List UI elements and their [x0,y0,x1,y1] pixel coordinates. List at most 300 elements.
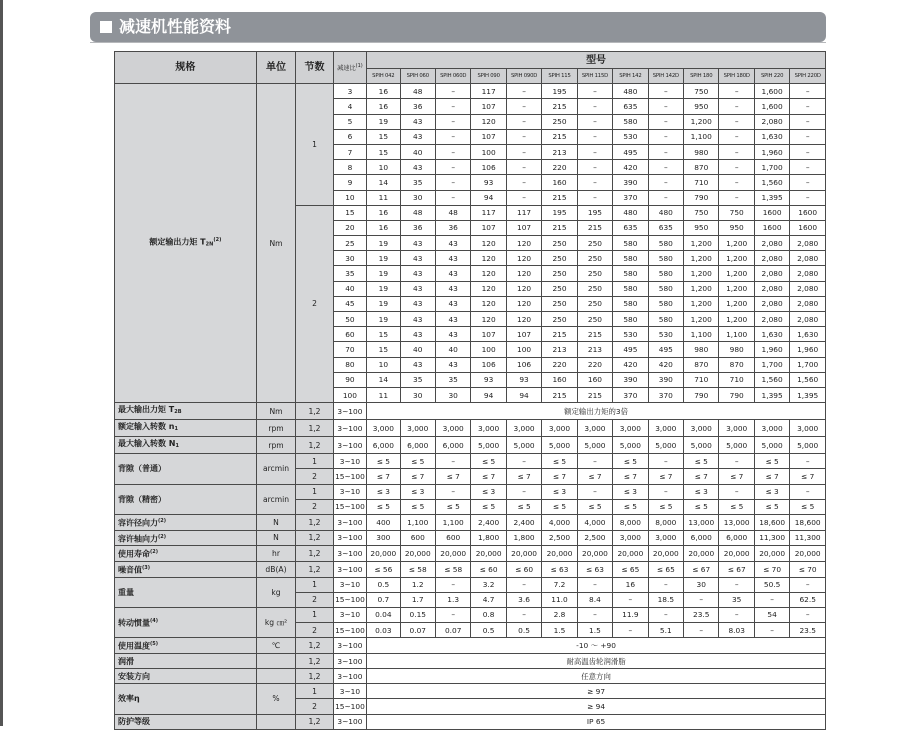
torque-value-cell: 19 [367,312,400,327]
torque-value-cell: 1,200 [684,236,719,251]
torque-value-cell: – [648,129,683,144]
axial-force-value-cell: 2,500 [577,530,612,546]
torque-value-cell: 15 [367,129,400,144]
efficiency-merged-value: ≥ 94 [367,699,826,714]
backlash-prec-value-cell: ≤ 3 [400,484,435,499]
torque-value-cell: 36 [435,220,470,235]
rated-speed-stage: 1,2 [296,420,333,437]
header-unit: 单位 [256,52,295,84]
service-life-value-cell: 20,000 [577,546,612,562]
efficiency-row [115,684,826,699]
backlash-prec-row [115,484,826,499]
backlash-std-value-cell: – [506,454,541,469]
torque-value-cell: 213 [542,144,577,159]
torque-value-cell: 480 [613,84,648,99]
service-life-label-note: (2) [150,549,159,556]
torque-value-cell: – [648,99,683,114]
torque-value-cell: 420 [648,357,683,372]
weight-value-cell: 50.5 [754,577,789,592]
backlash-std-ratio: 15~100 [333,469,366,484]
torque-value-cell: 19 [367,266,400,281]
torque-value-cell: 2,080 [790,312,826,327]
inertia-stage: 1 [296,607,333,622]
header-ratio-note: (1) [355,63,363,70]
ratio-cell: 20 [333,220,366,235]
torque-value-cell: 43 [400,114,435,129]
weight-value-cell: 1.2 [400,577,435,592]
torque-value-cell: 580 [613,281,648,296]
torque-value-cell: 120 [471,236,506,251]
torque-value-cell: 40 [400,342,435,357]
torque-value-cell: – [719,144,754,159]
max-speed-label-text: 最大输入转数 N [118,439,176,449]
torque-value-cell: 43 [435,251,470,266]
torque-value-cell: 43 [400,160,435,175]
max-speed-value-cell: 5,000 [684,437,719,454]
weight-value-cell: – [719,577,754,592]
torque-value-cell: 215 [577,387,612,402]
backlash-std-value-cell: ≤ 7 [400,469,435,484]
ratio-cell: 50 [333,312,366,327]
max-speed-value-cell: 5,000 [648,437,683,454]
max-speed-value-cell: 5,000 [790,437,826,454]
torque-value-cell: 11 [367,387,400,402]
axial-force-unit: N [256,530,295,546]
torque-value-cell: 420 [613,357,648,372]
torque-value-cell: 215 [577,220,612,235]
torque-value-cell: – [506,144,541,159]
lubrication-merged-value: 耐高温齿轮润滑脂 [367,653,826,668]
backlash-std-value-cell: ≤ 7 [648,469,683,484]
radial-force-stage: 1,2 [296,514,333,530]
weight-ratio: 15~100 [333,592,366,607]
radial-force-value-cell: 8,000 [613,514,648,530]
torque-value-cell: 580 [613,296,648,311]
backlash-prec-value-cell: ≤ 5 [400,499,435,514]
torque-value-cell: – [506,129,541,144]
torque-value-cell: 1,200 [719,296,754,311]
torque-value-cell: 1,630 [754,327,789,342]
radial-force-label-note: (2) [158,517,167,524]
rated-speed-value-cell: 3,000 [506,420,541,437]
max-torque-row [115,403,826,420]
service-life-value-cell: 20,000 [684,546,719,562]
torque-value-cell: – [506,160,541,175]
torque-value-cell: 1,630 [754,129,789,144]
backlash-prec-value-cell: ≤ 3 [542,484,577,499]
max-torque-label-sub: 2B [174,409,182,416]
service-life-label [115,546,257,562]
max-speed-unit: rpm [256,437,295,454]
ratio-cell: 4 [333,99,366,114]
backlash-prec-value-cell: ≤ 5 [577,499,612,514]
torque-value-cell: 980 [684,342,719,357]
rated-speed-value-cell: 3,000 [684,420,719,437]
torque-value-cell: 580 [613,114,648,129]
torque-value-cell: 2,080 [754,296,789,311]
torque-value-cell: 480 [613,205,648,220]
weight-value-cell: – [790,577,826,592]
torque-value-cell: 43 [400,266,435,281]
torque-value-cell: – [577,160,612,175]
torque-value-cell: 48 [400,205,435,220]
noise-stage: 1,2 [296,561,333,577]
inertia-value-cell: 0.07 [435,623,470,638]
torque-value-cell: 43 [435,296,470,311]
torque-value-cell: 120 [471,296,506,311]
noise-ratio: 3~100 [333,561,366,577]
torque-value-cell: 870 [684,357,719,372]
noise-value-cell: ≤ 70 [754,561,789,577]
torque-value-cell: – [435,190,470,205]
service-life-value-cell: 20,000 [790,546,826,562]
torque-value-cell: 580 [648,281,683,296]
torque-value-cell: 213 [577,342,612,357]
torque-value-cell: 215 [542,327,577,342]
radial-force-value-cell: 1,100 [400,514,435,530]
rated-speed-value-cell: 3,000 [790,420,826,437]
temperature-unit: ℃ [256,638,295,654]
torque-value-cell: 19 [367,296,400,311]
torque-value-cell: 580 [613,312,648,327]
backlash-std-value-cell: – [719,454,754,469]
axial-force-value-cell: 600 [435,530,470,546]
protection-row [115,714,826,729]
axial-force-stage: 1,2 [296,530,333,546]
inertia-value-cell: 54 [754,607,789,622]
torque-value-cell: 1,600 [754,84,789,99]
protection-merged-value: IP 65 [367,714,826,729]
torque-unit: Nm [256,84,295,403]
torque-value-cell: 1,200 [684,114,719,129]
torque-value-cell: 117 [471,205,506,220]
torque-value-cell: 40 [400,144,435,159]
max-speed-stage: 1,2 [296,437,333,454]
torque-value-cell: 710 [719,372,754,387]
axial-force-value-cell: 300 [367,530,400,546]
model-header-cell: SPIH 060 [400,69,435,84]
inertia-value-cell: 0.8 [471,607,506,622]
backlash-prec-value-cell: ≤ 3 [684,484,719,499]
axial-force-label [115,530,257,546]
inertia-value-cell: 5.1 [648,623,683,638]
torque-value-cell: 43 [400,251,435,266]
rated-speed-value-cell: 3,000 [754,420,789,437]
service-life-value-cell: 20,000 [435,546,470,562]
inertia-value-cell: – [506,607,541,622]
torque-value-cell: 195 [542,84,577,99]
noise-value-cell: ≤ 58 [400,561,435,577]
ratio-cell: 100 [333,387,366,402]
backlash-prec-label-text: 背隙（精密） [118,494,166,504]
noise-value-cell: ≤ 60 [471,561,506,577]
page-left-rule [0,0,3,726]
backlash-prec-value-cell: ≤ 5 [542,499,577,514]
inertia-value-cell: 0.5 [471,623,506,638]
lubrication-ratio: 3~100 [333,653,366,668]
backlash-std-stage: 2 [296,469,333,484]
inertia-value-cell: 0.5 [506,623,541,638]
torque-value-cell: 495 [613,342,648,357]
rated-speed-label-sub: 1 [174,426,178,433]
service-life-row [115,546,826,562]
radial-force-unit: N [256,514,295,530]
lubrication-stage: 1,2 [296,653,333,668]
torque-value-cell: 1,200 [719,281,754,296]
weight-value-cell: 0.7 [367,592,400,607]
torque-value-cell: 16 [367,84,400,99]
noise-label [115,561,257,577]
torque-value-cell: 980 [684,144,719,159]
noise-value-cell: ≤ 63 [542,561,577,577]
radial-force-ratio: 3~100 [333,514,366,530]
torque-value-cell: 195 [577,205,612,220]
torque-value-cell: 1,560 [754,372,789,387]
torque-value-cell: 370 [613,387,648,402]
torque-value-cell: 220 [542,357,577,372]
inertia-label [115,607,257,637]
radial-force-value-cell: 400 [367,514,400,530]
radial-force-label [115,514,257,530]
torque-value-cell: 220 [542,160,577,175]
torque-value-cell: 106 [471,160,506,175]
ratio-cell: 40 [333,281,366,296]
inertia-value-cell: 0.04 [367,607,400,622]
noise-value-cell: ≤ 60 [506,561,541,577]
protection-unit [256,714,295,729]
section-title-bar [90,12,826,42]
torque-value-cell: – [506,114,541,129]
max-speed-value-cell: 5,000 [506,437,541,454]
max-speed-value-cell: 5,000 [471,437,506,454]
torque-value-cell: – [790,114,826,129]
inertia-ratio: 3~10 [333,607,366,622]
max-speed-value-cell: 5,000 [613,437,648,454]
torque-value-cell: 390 [613,372,648,387]
backlash-prec-unit: arcmin [256,484,295,514]
weight-value-cell: – [684,592,719,607]
rated-speed-label [115,420,257,437]
torque-value-cell: 530 [613,327,648,342]
backlash-std-value-cell: ≤ 7 [719,469,754,484]
radial-force-value-cell: 1,100 [435,514,470,530]
backlash-prec-value-cell: ≤ 5 [506,499,541,514]
ratio-cell: 6 [333,129,366,144]
axial-force-value-cell: 3,000 [613,530,648,546]
torque-value-cell: 120 [506,296,541,311]
axial-force-value-cell: 3,000 [648,530,683,546]
torque-value-cell: 250 [542,114,577,129]
torque-value-cell: 215 [542,190,577,205]
torque-value-cell: 1,395 [790,387,826,402]
rated-speed-value-cell: 3,000 [719,420,754,437]
torque-value-cell: – [435,175,470,190]
torque-value-cell: 1,200 [719,312,754,327]
mounting-label [115,669,257,684]
torque-value-cell: 100 [471,144,506,159]
weight-value-cell: 16 [613,577,648,592]
torque-value-cell: 43 [400,296,435,311]
radial-force-value-cell: 8,000 [648,514,683,530]
lubrication-label-text: 润滑 [118,656,134,666]
torque-value-cell: 93 [506,372,541,387]
torque-value-cell: 16 [367,220,400,235]
torque-value-cell: 120 [471,281,506,296]
inertia-label-note: (4) [150,618,159,625]
torque-value-cell: – [577,129,612,144]
axial-force-value-cell: 11,300 [790,530,826,546]
torque-value-cell: 370 [613,190,648,205]
weight-stage: 1 [296,577,333,592]
torque-value-cell: 790 [684,387,719,402]
rated-speed-value-cell: 3,000 [435,420,470,437]
mounting-stage: 1,2 [296,669,333,684]
backlash-prec-value-cell: – [648,484,683,499]
max-speed-label-sub: 1 [175,443,179,450]
torque-value-cell: 30 [435,387,470,402]
torque-value-cell: 30 [400,190,435,205]
torque-value-cell: 1,960 [754,342,789,357]
service-life-label-text: 使用寿命 [118,549,150,559]
torque-value-cell: 580 [648,251,683,266]
max-speed-value-cell: 6,000 [367,437,400,454]
backlash-prec-value-cell: – [435,484,470,499]
inertia-value-cell: – [577,607,612,622]
radial-force-value-cell: 18,600 [790,514,826,530]
torque-value-cell: 215 [542,387,577,402]
max-speed-ratio: 3~100 [333,437,366,454]
radial-force-value-cell: 18,600 [754,514,789,530]
model-header-cell: SPIH 090 [471,69,506,84]
ratio-cell: 5 [333,114,366,129]
backlash-std-value-cell: ≤ 5 [754,454,789,469]
torque-value-cell: 48 [435,205,470,220]
backlash-prec-value-cell: ≤ 5 [754,499,789,514]
weight-value-cell: 3.6 [506,592,541,607]
torque-value-cell: 580 [613,236,648,251]
header-stage: 节数 [296,52,333,84]
backlash-std-value-cell: ≤ 7 [577,469,612,484]
torque-value-cell: 530 [613,129,648,144]
torque-label-text: 额定输出力矩 T [149,237,206,247]
torque-value-cell: 160 [542,372,577,387]
torque-value-cell: 1,200 [684,251,719,266]
ratio-cell: 35 [333,266,366,281]
torque-value-cell: 14 [367,175,400,190]
torque-value-cell: 250 [542,296,577,311]
torque-value-cell: 980 [719,342,754,357]
axial-force-value-cell: 1,800 [506,530,541,546]
max-torque-stage: 1,2 [296,403,333,420]
torque-value-cell: 250 [577,296,612,311]
service-life-value-cell: 20,000 [648,546,683,562]
efficiency-merged-value: ≥ 97 [367,684,826,699]
max-torque-merged-value: 额定输出力矩的3倍 [367,403,826,420]
inertia-value-cell: – [435,607,470,622]
backlash-std-value-cell: – [577,454,612,469]
backlash-prec-ratio: 3~10 [333,484,366,499]
torque-value-cell: 220 [577,357,612,372]
table-header [115,52,826,84]
model-header-cell: SPIH 090D [506,69,541,84]
torque-value-cell: – [648,114,683,129]
torque-value-cell: 1,960 [790,342,826,357]
torque-value-cell: 107 [471,327,506,342]
service-life-value-cell: 20,000 [471,546,506,562]
max-speed-value-cell: 6,000 [435,437,470,454]
max-speed-label [115,437,257,454]
axial-force-value-cell: 11,300 [754,530,789,546]
torque-value-cell: 120 [506,236,541,251]
temperature-label-note: (5) [150,641,159,648]
torque-value-cell: 635 [648,220,683,235]
ratio-cell: 7 [333,144,366,159]
torque-value-cell: 2,080 [790,281,826,296]
torque-value-cell: 1600 [790,220,826,235]
inertia-label-text: 转动惯量 [118,618,150,628]
backlash-prec-value-cell: – [790,484,826,499]
axial-force-ratio: 3~100 [333,530,366,546]
torque-value-cell: 580 [648,296,683,311]
torque-value-cell: 580 [648,236,683,251]
noise-label-note: (3) [142,564,151,571]
torque-value-cell: – [435,144,470,159]
rated-speed-row [115,420,826,437]
inertia-value-cell: – [648,607,683,622]
rated-speed-value-cell: 3,000 [400,420,435,437]
torque-value-cell: – [719,114,754,129]
weight-value-cell: – [506,577,541,592]
torque-value-cell: – [506,84,541,99]
torque-value-cell: 40 [435,342,470,357]
inertia-value-cell: 0.07 [400,623,435,638]
torque-value-cell: 2,080 [754,281,789,296]
backlash-prec-value-cell: ≤ 5 [471,499,506,514]
torque-value-cell: 495 [648,342,683,357]
noise-value-cell: ≤ 65 [613,561,648,577]
weight-value-cell: 4.7 [471,592,506,607]
ratio-cell: 45 [333,296,366,311]
torque-value-cell: – [648,160,683,175]
model-header-cell: SPIH 220 [754,69,789,84]
torque-value-cell: 160 [542,175,577,190]
torque-value-cell: 2,080 [790,266,826,281]
torque-value-cell: 250 [577,312,612,327]
torque-value-cell: 10 [367,357,400,372]
torque-value-cell: 117 [506,205,541,220]
torque-value-cell: – [506,190,541,205]
weight-value-cell: – [648,577,683,592]
backlash-std-value-cell: ≤ 7 [506,469,541,484]
backlash-prec-stage: 2 [296,499,333,514]
torque-value-cell: 107 [506,220,541,235]
service-life-value-cell: 20,000 [613,546,648,562]
radial-force-value-cell: 13,000 [719,514,754,530]
torque-value-cell: 93 [471,372,506,387]
radial-force-value-cell: 13,000 [684,514,719,530]
weight-value-cell: 3.2 [471,577,506,592]
torque-value-cell: 1,200 [719,236,754,251]
torque-value-cell: 790 [719,387,754,402]
ratio-cell: 15 [333,205,366,220]
torque-value-cell: – [648,84,683,99]
backlash-std-value-cell: ≤ 7 [754,469,789,484]
backlash-prec-value-cell: ≤ 3 [754,484,789,499]
torque-value-cell: 35 [435,372,470,387]
torque-value-cell: 120 [506,266,541,281]
torque-value-cell: 1,100 [684,327,719,342]
backlash-std-value-cell: ≤ 7 [542,469,577,484]
